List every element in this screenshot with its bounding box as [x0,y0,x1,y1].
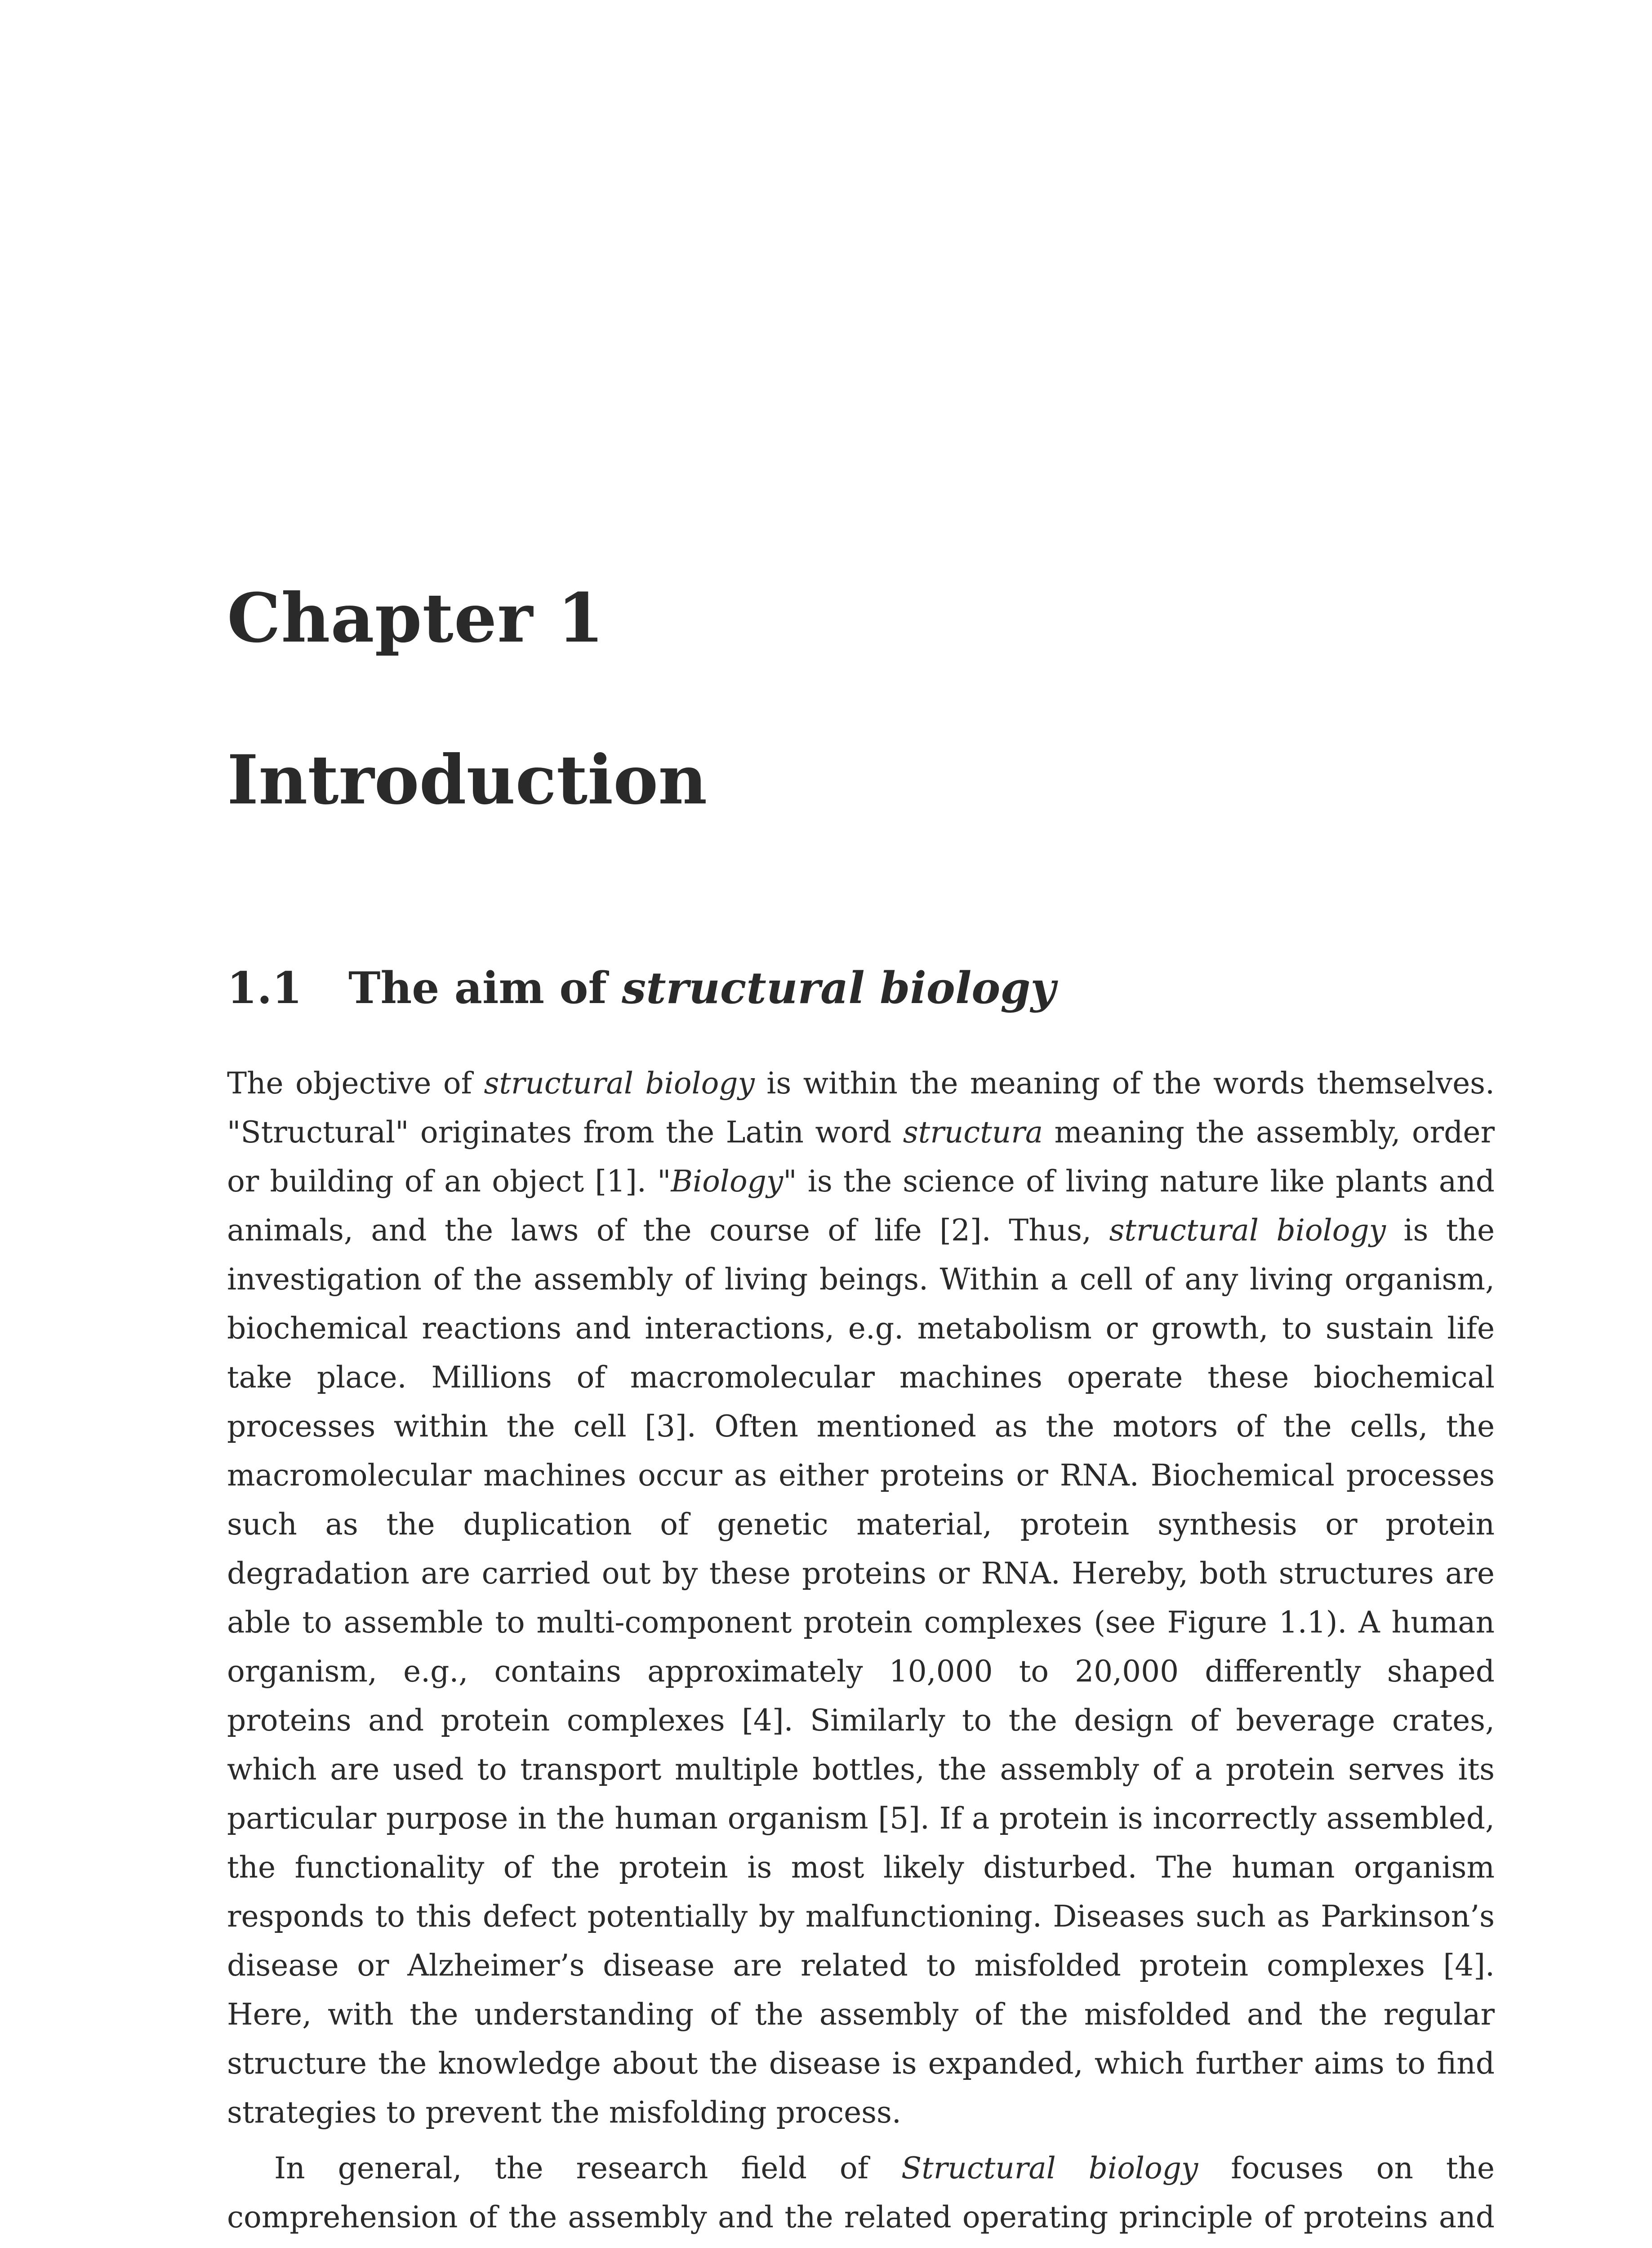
section-title-prefix: The aim of [348,963,622,1013]
section-title-emphasis: structural biology [622,963,1056,1013]
section-number: 1.1 [227,963,303,1013]
paragraph-1-text: The objective of [227,1066,484,1101]
paragraph-1-emphasis: structural biology [1109,1213,1386,1248]
paragraph-1-emphasis: structura [903,1115,1043,1150]
paragraph-1 [227,1059,1495,2137]
paragraph-1-text: is within the meaning of the words themselves. "Structural" originates from the Latin word [227,1066,1495,1150]
paragraph-2-emphasis: Structural biology [901,2151,1198,2186]
paragraph-2 [227,2144,1495,2248]
body-text [227,1059,1495,2248]
chapter-label: Chapter 1 [227,579,605,658]
paragraph-1-text: " is the science of living nature like plants and animals, and the laws of the course of life [2]. Thus, [227,1164,1495,1248]
paragraph-1-emphasis: structural biology [484,1066,755,1101]
section-heading [227,963,1056,1013]
paragraph-1-text: meaning the assembly, order or building of an object [1]. " [227,1115,1495,1199]
paragraph-1-text: is the investigation of the assembly of living beings. Within a cell of any living organism, biochemical reactions and interactions, e.g. metabolism or growth, to sustain life take place. Millions of macromolecular machines operate these biochemical processes within the cell [3]. Often mentioned as the motors of the cells, the macromolecular machines occur as either proteins or RNA. Biochemical processes such as the duplication of genetic material, protein synthesis or protein degradation are carried out by these proteins or RNA. Hereby, both structures are able to assemble to multi-component protein complexes (see Figure 1.1). A human organism, e.g., contains approximately 10,000 to 20,000 differently shaped proteins and protein complexes [4]. Similarly to the design of beverage crates, which are used to transport multiple bottles, the assembly of a protein serves its particular purpose in the human organism [5]. If a protein is incorrectly assembled, the functionality of the protein is most likely disturbed. The human organism responds to this defect potentially by malfunctioning. Diseases such as Parkinson’s disease or Alzheimer’s disease are related to misfolded protein complexes [4]. Here, with the understanding of the assembly of the misfolded and the regular structure the knowledge about the disease is expanded, which further aims to find strategies to prevent the misfolding process. [227,1213,1495,2130]
paragraph-2-text: focuses on the comprehension of the assembly and the related operating principle of proteins and [227,2151,1495,2235]
paragraph-1-emphasis: Biology [671,1164,784,1199]
paragraph-2-text: In general, the research field of [274,2151,901,2186]
chapter-title: Introduction [227,740,708,820]
